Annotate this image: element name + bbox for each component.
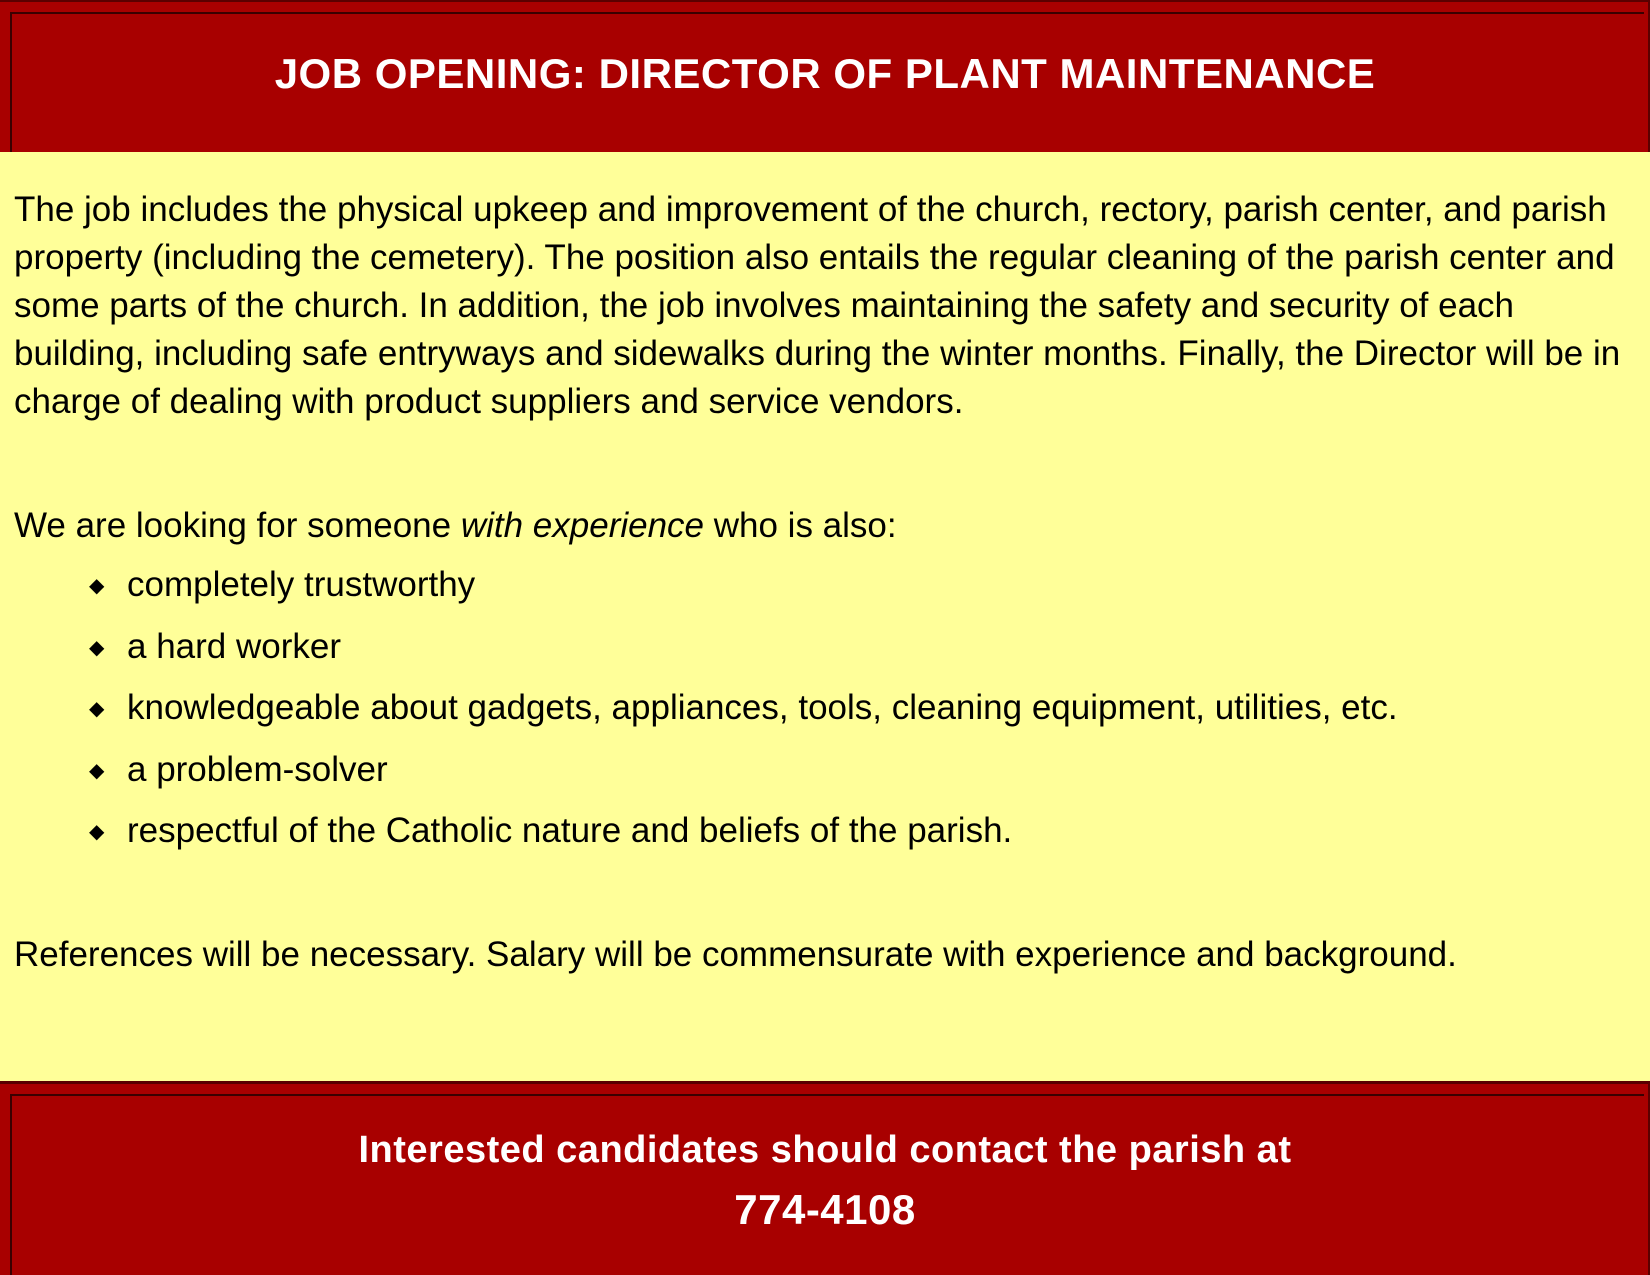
list-item xyxy=(0,561,1398,623)
job-description: The job includes the physical upkeep and improvement of the church, rectory, parish center, and parish property (including the cemetery). The position also entails the regular cleaning of the parish center and some parts of the church. In addition, the job involves maintaining the safety and security of each building, including safe entryways and sidewalks during the winter months. Finally, the Director will be in charge of dealing with product suppliers and service vendors. xyxy=(14,190,1621,421)
list-item xyxy=(0,746,1398,808)
diamond-bullet-icon: ◆ xyxy=(89,575,105,597)
contact-instructions: Interested candidates should contact the parish at xyxy=(358,1129,1292,1171)
diamond-bullet-icon: ◆ xyxy=(89,821,105,843)
page-title: JOB OPENING: DIRECTOR OF PLANT MAINTENANCE xyxy=(274,50,1376,97)
looking-for-suffix: who is also: xyxy=(704,506,897,545)
quality-text: completely trustworthy xyxy=(127,565,476,604)
list-item xyxy=(0,807,1398,869)
quality-text: a hard worker xyxy=(127,626,341,666)
diamond-bullet-icon: ◆ xyxy=(89,698,105,720)
diamond-bullet-icon: ◆ xyxy=(89,636,105,659)
diamond-bullet-icon: ◆ xyxy=(89,759,105,782)
looking-for-prefix: We are looking for someone xyxy=(14,506,461,545)
footer-banner xyxy=(0,1081,1650,1275)
list-item xyxy=(0,623,1398,685)
footer-banner-frame xyxy=(10,1094,1644,1275)
header-banner xyxy=(0,0,1650,152)
quality-text: respectful of the Catholic nature and beliefs of the parish. xyxy=(127,811,1013,850)
contact-phone-number: 774-4108 xyxy=(734,1186,916,1233)
looking-for-emphasis: with experience xyxy=(460,506,705,545)
looking-for-intro xyxy=(14,502,1644,550)
qualities-list xyxy=(0,561,1398,869)
list-item xyxy=(0,684,1398,746)
quality-text: a problem-solver xyxy=(127,749,388,789)
closing-note: References will be necessary. Salary will be commensurate with experience and background. xyxy=(14,935,1457,974)
quality-text: knowledgeable about gadgets, appliances, tools, cleaning equipment, utilities, etc. xyxy=(127,688,1398,727)
